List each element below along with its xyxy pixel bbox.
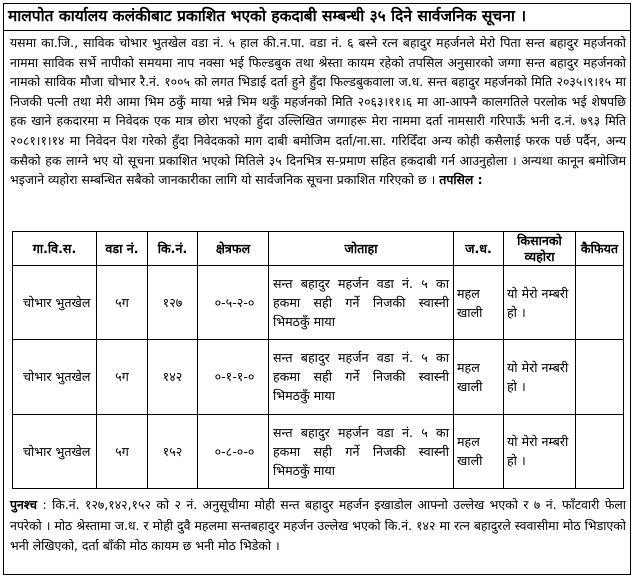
- cell-area: ०-८-०-०: [198, 414, 269, 488]
- cell-remarks: [576, 340, 624, 414]
- cell-ward: ५ग: [97, 414, 148, 488]
- footer-note: [10, 495, 626, 557]
- cell-owner: महल खाली: [454, 340, 504, 414]
- tapsil-label: तपसिल :: [439, 172, 483, 188]
- header-farmer-statement: किसानको व्यहोरा: [504, 232, 576, 266]
- cell-tenant: सन्त बहादुर महर्जन वडा नं. ५ का हकमा सही गर्ने निजकी स्वास्नी भिमठकुँ माया: [269, 340, 454, 414]
- cell-farmer-statement: यो मेरो नम्बरी हो ।: [504, 414, 576, 488]
- footer-label: पुनश्च: [10, 497, 38, 512]
- cell-ward: ५ग: [97, 340, 148, 414]
- cell-kitta: १५२: [148, 414, 198, 488]
- cell-kitta: १४२: [148, 340, 198, 414]
- cell-tenant: सन्त बहादुर महर्जन वडा नं. ५ का हकमा सही गर्ने निजकी स्वास्नी भिमठकुँ माया: [269, 266, 454, 340]
- footer-text: : कि.नं. १२७,१४२,१५२ को २ नं. अनुसूचीमा मोही सन्त बहादुर महर्जन इखाडोल आफ्नो उल्लेख भएको र ७ नं. फाँटवारी फेला नपरेको । मोठ श्रेस्तामा ज.ध. र मोही दुवै महलमा सन्तबहादुर महर्जन उल्लेख भएको कि.नं. १४२ मा रत्न बहादुरले स्ववासीमा मोठ भिडाएको भनी लेखिएको, दर्ता बाँकी मोठ कायम छ भनी मोठ भिडेको ।: [10, 497, 626, 553]
- cell-owner: महल खाली: [454, 414, 504, 488]
- cell-ward: ५ग: [97, 266, 148, 340]
- header-kitta: कि.नं.: [148, 232, 198, 266]
- cell-owner: महल खाली: [454, 266, 504, 340]
- header-area: क्षेत्रफल: [198, 232, 269, 266]
- table-row: [13, 266, 624, 340]
- cell-vdc: चोभार भुतखेल: [13, 266, 97, 340]
- table-row: [13, 414, 624, 488]
- notice-title: मालपोत कार्यालय कलंकीबाट प्रकाशित भएको हकदाबी सम्बन्धी ३५ दिने सार्वजनिक सूचना ।: [8, 7, 527, 25]
- table-header-row: [13, 232, 624, 266]
- cell-remarks: [576, 414, 624, 488]
- notice-body: [10, 33, 626, 190]
- cell-farmer-statement: यो मेरो नम्बरी हो ।: [504, 340, 576, 414]
- cell-vdc: चोभार भुतखेल: [13, 340, 97, 414]
- header-vdc: गा.वि.स.: [13, 232, 97, 266]
- title-divider: [3, 30, 631, 31]
- cell-farmer-statement: यो मेरो नम्बरी हो ।: [504, 266, 576, 340]
- cell-area: ०-५-२-०: [198, 266, 269, 340]
- cell-remarks: [576, 266, 624, 340]
- cell-vdc: चोभार भुतखेल: [13, 414, 97, 488]
- header-remarks: कैफियत: [576, 232, 624, 266]
- table-row: [13, 340, 624, 414]
- header-ward: वडा नं.: [97, 232, 148, 266]
- cell-kitta: १२७: [148, 266, 198, 340]
- notice-body-text: यसमा का.जि., साविक चोभार भुतखेल वडा नं. ५ हाल की.न.पा. वडा नं. ६ बस्ने रत्न बहादुर महर्जनले मेरो पिता सन्त बहादुर महर्जनको नाममा साविक सर्भे नापीको समयमा नाप नक्सा भई फिल्डबुक तथा श्रेस्ता कायम रहेको तपसिल अनुसारको जग्गा सन्त बहादुर महर्जनको नामको साविक मौजा चोभार रै.नं. १००५ को लगत भिडाई दर्ता हुने हुँदा फिल्डबुकवाला ज.ध. सन्त बहादुर महर्जनको मिति २०३५।९।१५ मा निजकी पत्नी तथा मेरी आमा भिम ठकुँ माया भन्ने भिम थकुँ महर्जनको मिति २०६३।११।६ मा आ-आफ्नै कालगतिले परलोक भई शेषपछि हक खाने हकदारमा म निवेदक एक मात्र छोरा भएको हुँदा उल्लिखित जग्गाहरू मेरा नाममा दर्ता नामसारी गरिपाऊँ भनी द.नं. ७९३ मिति २०८१।१।१४ मा निवेदन पेश गरेको हुँदा निवेदकको माग दाबी बमोजिम दर्ता/ना.सा. गरिदिँदा अन्य कोही कसैलाई फरक पर्छ पर्दैन, अन्य कसैको हक लाग्ने भए यो सूचना प्रकाशित भएको मितिले ३५ दिनभित्र स-प्रमाण सहित हकदाबी गर्न आउनुहोला । अन्यथा कानून बमोजिम भइजाने व्यहोरा सम्बन्धित सबैको जानकारीका लागि यो सार्वजनिक सूचना प्रकाशित गरिएको छ ।: [10, 35, 626, 188]
- cell-tenant: सन्त बहादुर महर्जन वडा नं. ५ का हकमा सही गर्ने निजकी स्वास्नी भिमठकुँ माया: [269, 414, 454, 488]
- header-tenant: जोताहा: [269, 232, 454, 266]
- cell-area: ०-१-१-०: [198, 340, 269, 414]
- header-owner: ज.ध.: [454, 232, 504, 266]
- land-details-table: [12, 231, 624, 489]
